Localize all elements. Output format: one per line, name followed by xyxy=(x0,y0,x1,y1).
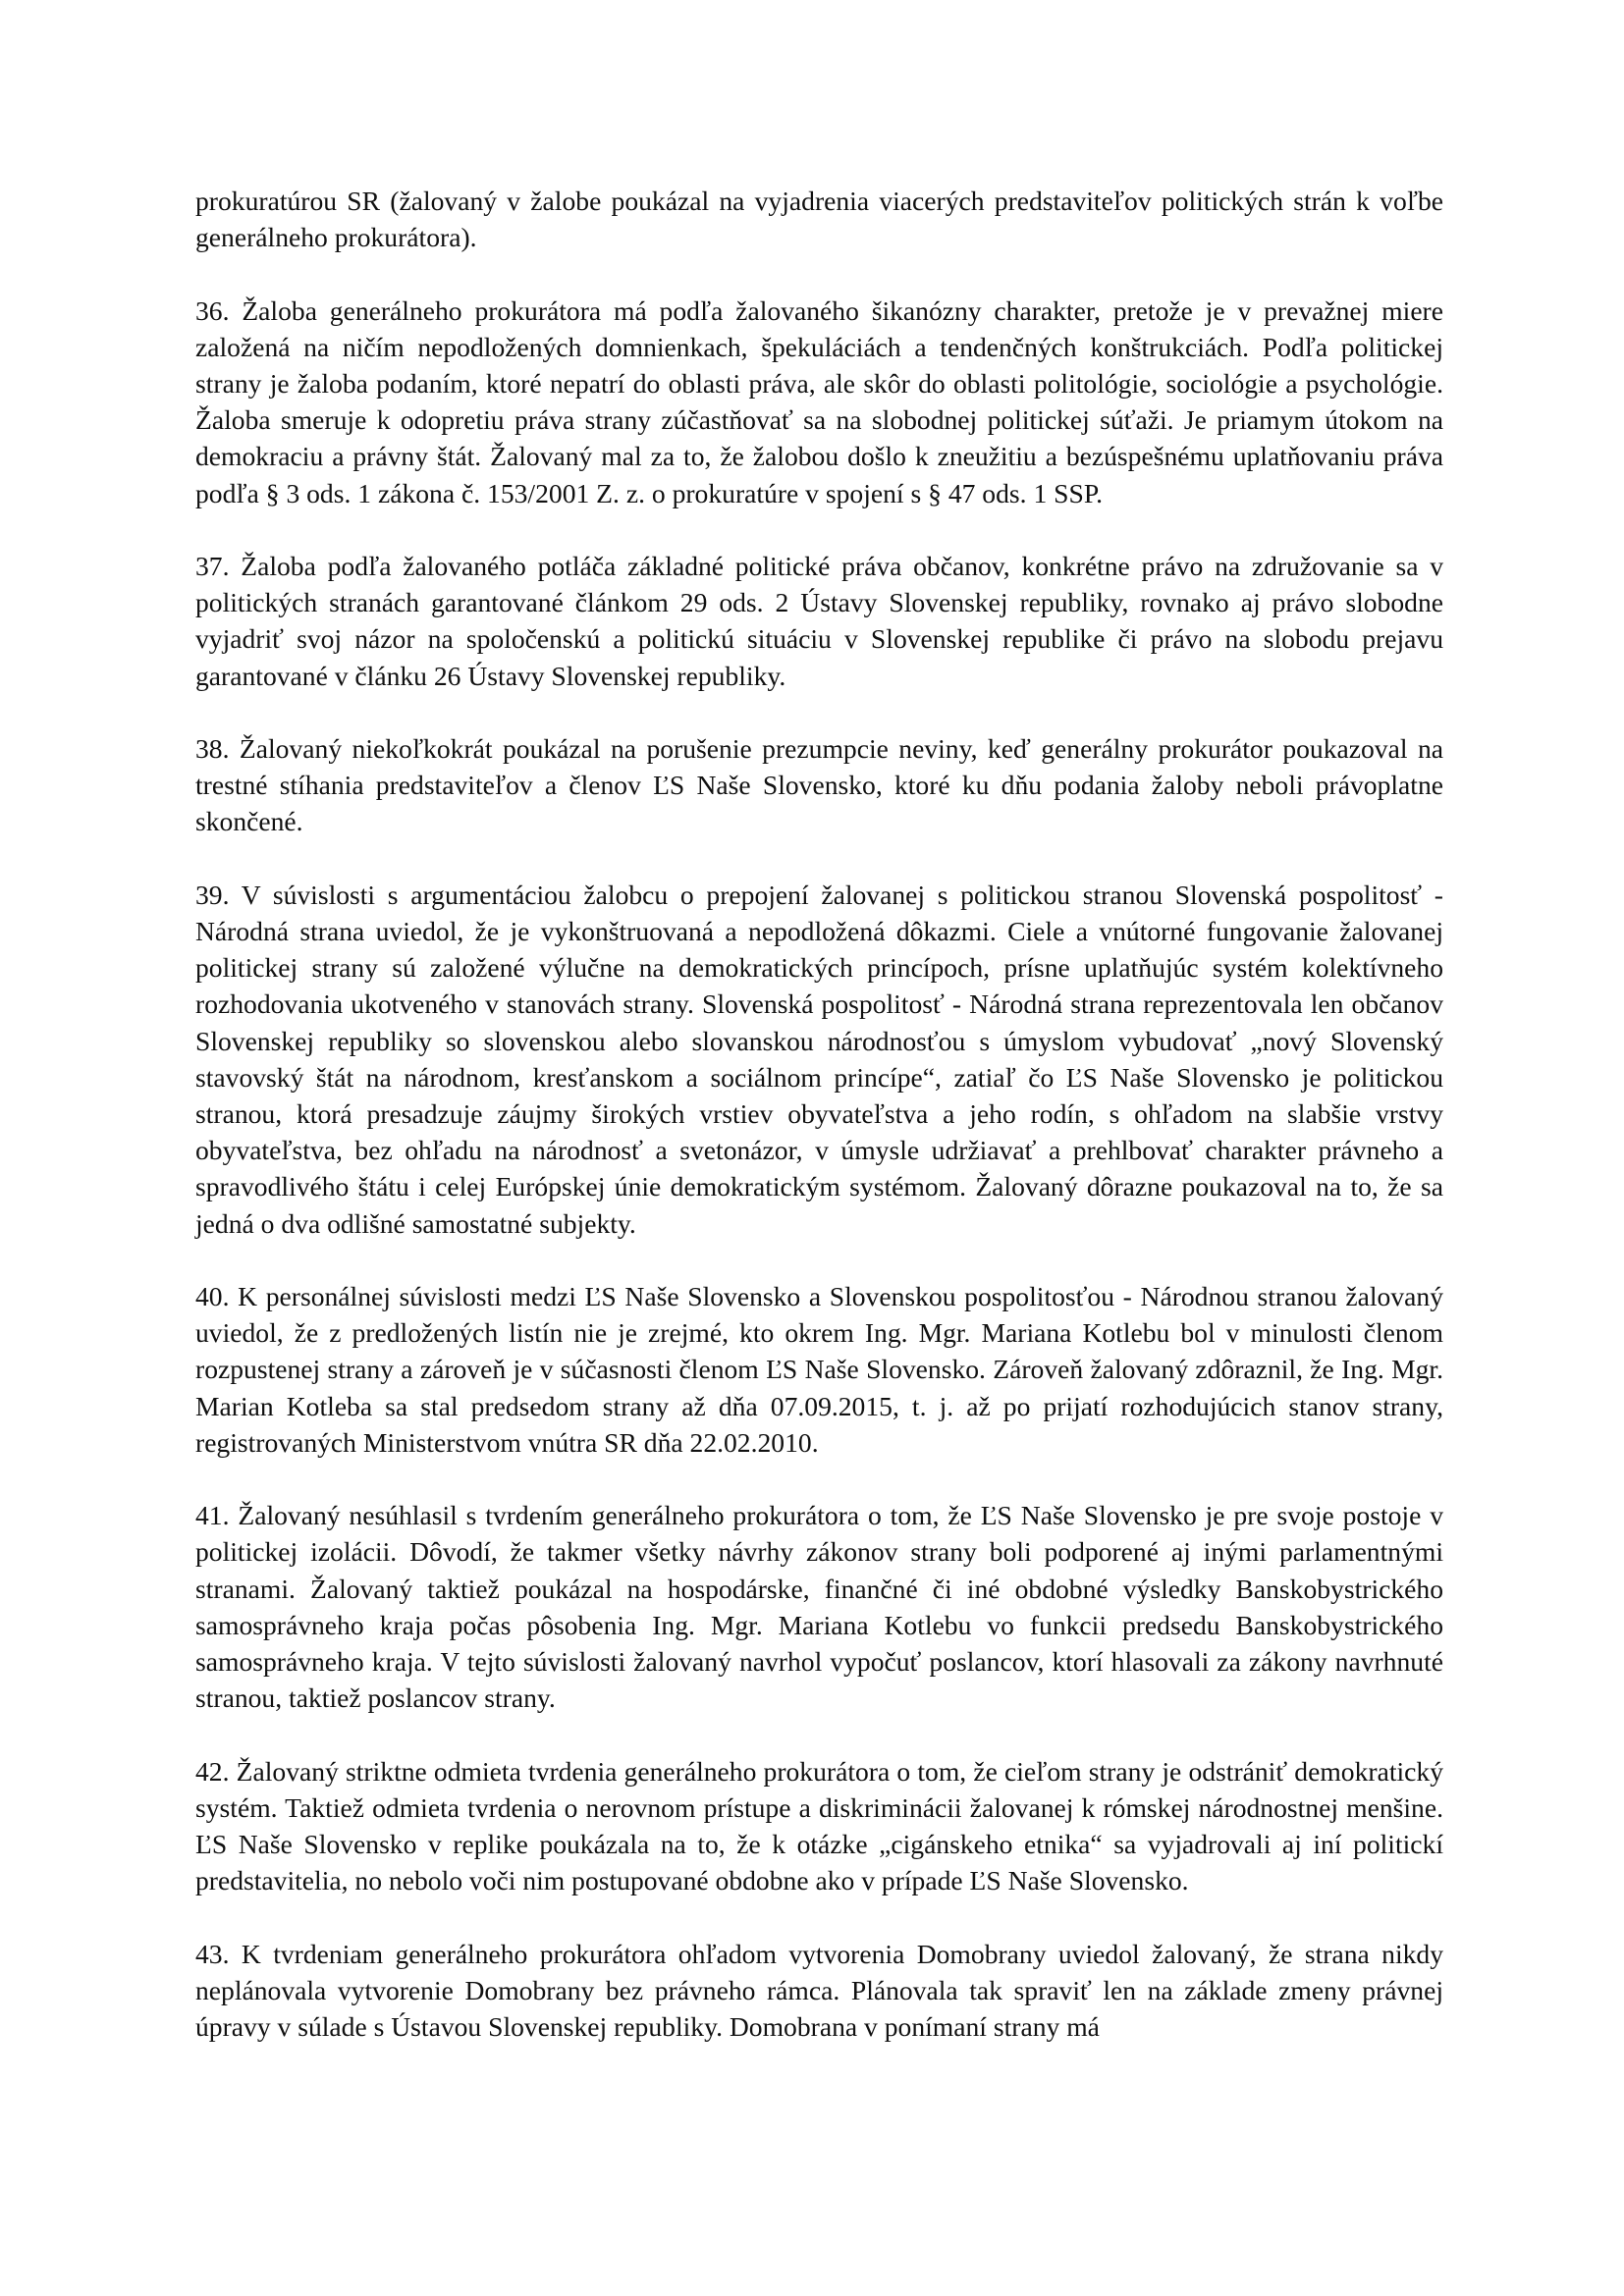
paragraph-43: 43. K tvrdeniam generálneho prokurátora ohľadom vytvorenia Domobrany uviedol žalovaný, že strana nikdy neplánovala vytvorenie Domobrany bez právneho rámca. Plánovala tak spraviť len na základe zmeny právnej úpravy v súlade s Ústavou Slovenskej republiky. Domobrana v ponímaní strany má xyxy=(195,1938,1443,2043)
paragraph-39: 39. V súvislosti s argumentáciou žalobcu o prepojení žalovanej s politickou stranou Slovenská pospolitosť - Národná strana uviedol, že je vykonštruovaná a nepodložená dôkazmi. Ciele a vnútorné fungovanie žalovanej politickej strany sú založené výlučne na demokratických princípoch, prísne uplatňujúc systém kolektívneho rozhodovania ukotveného v stanovách strany. Slovenská pospolitosť - Národná strana reprezentovala len občanov Slovenskej republiky so slovenskou alebo slovanskou národnosťou s úmyslom vybudovať „nový Slovenský stavovský štát na národnom, kresťanskom a sociálnom princípe“, zatiaľ čo ĽS Naše Slovensko je politickou stranou, ktorá presadzuje záujmy širokých vrstiev obyvateľstva a jeho rodín, s ohľadom na slabšie vrstvy obyvateľstva, bez ohľadu na národnosť a svetonázor, v úmysle udržiavať a prehlbovať charakter právneho a spravodlivého štátu i celej Európskej únie demokratickým systémom. Žalovaný dôrazne poukazoval na to, že sa jedná o dva odlišné samostatné subjekty. xyxy=(195,879,1443,1239)
paragraph-38: 38. Žalovaný niekoľkokrát poukázal na porušenie prezumpcie neviny, keď generálny prokurátor poukazoval na trestné stíhania predstaviteľov a členov ĽS Naše Slovensko, ktoré ku dňu podania žaloby neboli právoplatne skončené. xyxy=(195,733,1443,837)
paragraph-continuation: prokuratúrou SR (žalovaný v žalobe poukázal na vyjadrenia viacerých predstaviteľov politických strán k voľbe generálneho prokurátora). xyxy=(195,186,1443,253)
paragraph-41: 41. Žalovaný nesúhlasil s tvrdením generálneho prokurátora o tom, že ĽS Naše Slovensko je pre svoje postoje v politickej izolácii. Dôvodí, že takmer všetky návrhy zákonov strany boli podporené aj inými parlamentnými stranami. Žalovaný taktiež poukázal na hospodárske, finančné či iné obdobné výsledky Banskobystrického samosprávneho kraja počas pôsobenia Ing. Mgr. Mariana Kotlebu vo funkcii predsedu Banskobystrického samosprávneho kraja. V tejto súvislosti žalovaný navrhol vypočuť poslancov, ktorí hlasovali za zákony navrhnuté stranou, taktiež poslancov strany. xyxy=(195,1500,1443,1714)
paragraph-37: 37. Žaloba podľa žalovaného potláča základné politické práva občanov, konkrétne právo na združovanie sa v politických stranách garantované článkom 29 ods. 2 Ústavy Slovenskej republiky, rovnako aj právo slobodne vyjadriť svoj názor na spoločenskú a politickú situáciu v Slovenskej republike či právo na slobodu prejavu garantované v článku 26 Ústavy Slovenskej republiky. xyxy=(195,551,1443,691)
document-page xyxy=(195,183,1443,2081)
paragraph-40: 40. K personálnej súvislosti medzi ĽS Naše Slovensko a Slovenskou pospolitosťou - Národnou stranou žalovaný uviedol, že z predložených listín nie je zrejmé, kto okrem Ing. Mgr. Mariana Kotlebu bol v minulosti členom rozpustenej strany a zároveň je v súčasnosti členom ĽS Naše Slovensko. Zároveň žalovaný zdôraznil, že Ing. Mgr. Marian Kotleba sa stal predsedom strany až dňa 07.09.2015, t. j. až po prijatí rozhodujúcich stanov strany, registrovaných Ministerstvom vnútra SR dňa 22.02.2010. xyxy=(195,1281,1443,1458)
paragraph-36: 36. Žaloba generálneho prokurátora má podľa žalovaného šikanózny charakter, pretože je v prevažnej miere založená na ničím nepodložených domnienkach, špekuláciách a tendenčných konštrukciách. Podľa politickej strany je žaloba podaním, ktoré nepatrí do oblasti práva, ale skôr do oblasti politológie, sociológie a psychológie. Žaloba smeruje k odopretiu práva strany zúčastňovať sa na slobodnej politickej súťaži. Je priamym útokom na demokraciu a právny štát. Žalovaný mal za to, že žalobou došlo k zneužitiu a bezúspešnému uplatňovaniu práva podľa § 3 ods. 1 zákona č. 153/2001 Z. z. o prokuratúre v spojení s § 47 ods. 1 SSP. xyxy=(195,294,1443,508)
paragraph-42: 42. Žalovaný striktne odmieta tvrdenia generálneho prokurátora o tom, že cieľom strany je odstrániť demokratický systém. Taktiež odmieta tvrdenia o nerovnom prístupe a diskriminácii žalovanej k rómskej národnostnej menšine. ĽS Naše Slovensko v replike poukázala na to, že k otázke „cigánskeho etnika“ sa vyjadrovali aj iní politickí predstavitelia, no nebolo voči nim postupované obdobne ako v prípade ĽS Naše Slovensko. xyxy=(195,1755,1443,1896)
